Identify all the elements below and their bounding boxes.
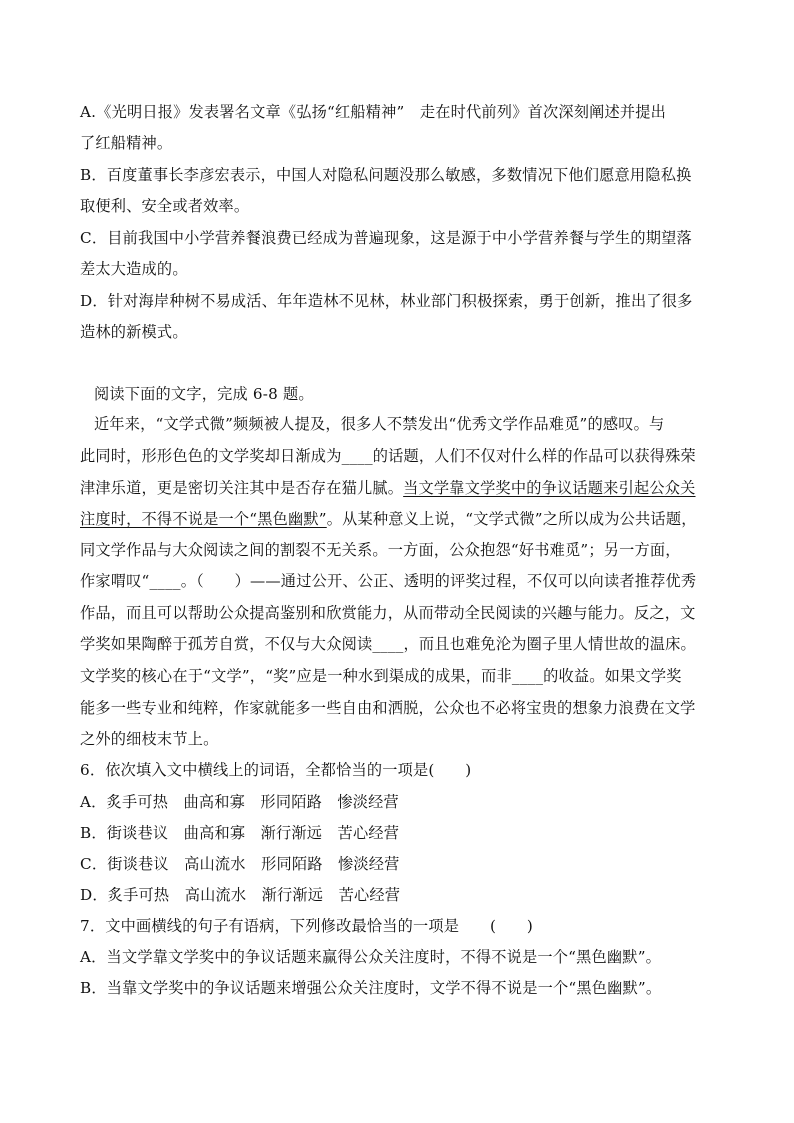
passage-line-4 xyxy=(80,509,697,529)
passage-line-9: 文学奖的核心在于“文学”，“奖”应是一种水到渠成的成果，而非____的收益。如果文学奖 xyxy=(80,667,682,685)
passage-line-10: 能多一些专业和纯粹，作家就能多一些自由和洒脱，公众也不必将宝贵的想象力浪费在文学 xyxy=(80,699,696,717)
q7-stem: 7．文中画横线的句子有语病，下列修改最恰当的一项是 ( ) xyxy=(80,917,533,935)
passage-line-3-text: 津津乐道，更是密切关注其中是否存在猫儿腻。 xyxy=(80,479,404,497)
q5-option-a-line1: A.《光明日报》发表署名文章《弘扬“红船精神” 走在时代前列》首次深刻阐述并提出 xyxy=(80,103,667,121)
passage-line-3 xyxy=(80,478,696,498)
passage-line-6: 作家喟叹“____。（ ）——通过公开、公正、透明的评奖过程，不仅可以向读者推荐优秀 xyxy=(80,572,697,590)
passage-line-5: 同文学作品与大众阅读之间的割裂不无关系。一方面，公众抱怨“好书难觅”；另一方面， xyxy=(80,541,681,559)
q5-option-d-line2: 造林的新模式。 xyxy=(80,323,188,341)
q5-option-a-line2: 了红船精神。 xyxy=(80,134,173,152)
q7-option-a: A．当文学靠文学奖中的争议话题来赢得公众关注度时，不得不说是一个“黑色幽默”。 xyxy=(80,948,662,966)
q6-option-b: B．街谈巷议 曲高和寡 渐行渐远 苦心经营 xyxy=(80,824,400,842)
q5-option-c-line2: 差太大造成的。 xyxy=(80,260,188,278)
q6-option-a: A．炙手可热 曲高和寡 形同陌路 惨淡经营 xyxy=(80,793,399,811)
q7-option-b: B．当靠文学奖中的争议话题来增强公众关注度时，文学不得不说是一个“黑色幽默”。 xyxy=(80,979,662,997)
q5-option-b-line2: 取便利、安全或者效率。 xyxy=(80,197,250,215)
passage-line-1: 近年来，“文学式微”频频被人提及，很多人不禁发出“优秀文学作品难觅”的感叹。与 xyxy=(94,415,665,433)
passage-line-2: 此同时，形形色色的文学奖却日渐成为____的话题，人们不仅对什么样的作品可以获得殊荣 xyxy=(80,447,696,465)
q6-option-d: D．炙手可热 高山流水 渐行渐远 苦心经营 xyxy=(80,886,401,904)
q5-option-c-line1: C．目前我国中小学营养餐浪费已经成为普遍现象，这是源于中小学营养餐与学生的期望落 xyxy=(80,229,692,247)
q5-option-b-line1: B．百度董事长李彦宏表示，中国人对隐私问题没那么敏感，多数情况下他们愿意用隐私换 xyxy=(80,166,692,184)
reading-instruction: 阅读下面的文字，完成 6-8 题。 xyxy=(94,385,314,403)
passage-line-8: 学奖如果陶醉于孤芳自赏，不仅与大众阅读____，而且也难免沦为圈子里人情世故的温床。 xyxy=(80,635,696,653)
passage-line-4-text: 。从某种意义上说，“文学式微”之所以成为公共话题， xyxy=(326,510,697,528)
q6-stem: 6．依次填入文中横线上的词语，全都恰当的一项是( ) xyxy=(80,761,472,779)
q6-option-c: C．街谈巷议 高山流水 形同陌路 惨淡经营 xyxy=(80,855,400,873)
q5-option-d-line1: D．针对海岸种树不易成活、年年造林不见林，林业部门积极探索，勇于创新，推出了很多 xyxy=(80,292,693,310)
underlined-sentence-part-1: 当文学靠文学奖中的争议话题来引起公众关 xyxy=(403,479,696,497)
underlined-sentence-part-2: 注度时，不得不说是一个“黑色幽默” xyxy=(80,510,327,528)
passage-line-7: 作品，而且可以帮助公众提高鉴别和欣赏能力，从而带动全民阅读的兴趣与能力。反之，文 xyxy=(80,604,696,622)
passage-line-11: 之外的细枝末节上。 xyxy=(80,730,219,748)
